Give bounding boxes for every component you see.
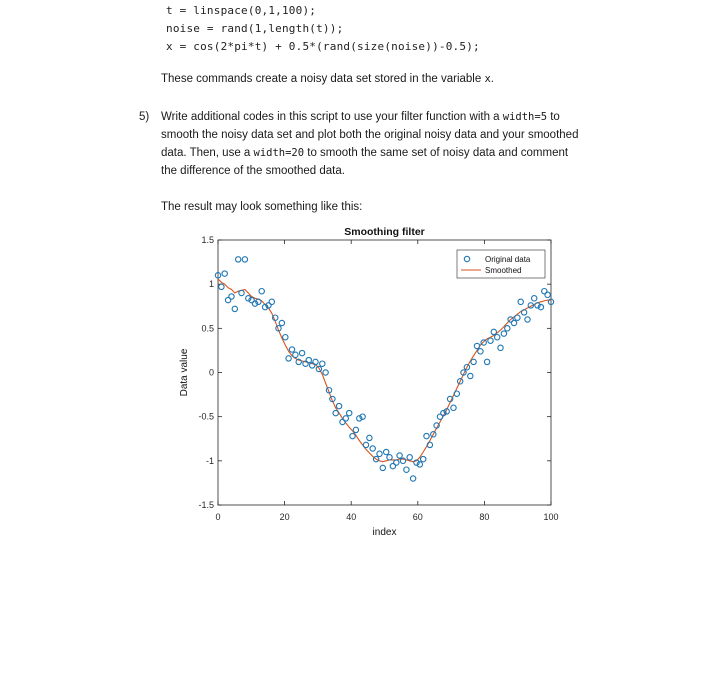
x-tick-label: 20: [279, 512, 290, 522]
chart-title: Smoothing filter: [344, 226, 425, 238]
description-var: x: [484, 73, 491, 85]
question-l3-b: to smooth the same set of noisy data and comment: [304, 147, 569, 159]
question-l1-b: to: [547, 111, 560, 123]
question-line-4: the difference of the smoothed data.: [161, 165, 345, 177]
y-tick-label: -1: [205, 455, 214, 466]
x-tick-label: 0: [215, 512, 221, 522]
legend-label-original: Original data: [485, 255, 531, 264]
x-tick-label: 60: [412, 512, 423, 522]
question-l1-a: Write additional codes in this script to use your filter function with a: [161, 111, 503, 123]
y-axis-label: Data value: [179, 348, 190, 397]
x-tick-label: 100: [543, 512, 559, 522]
y-tick-label: 1.5: [201, 235, 214, 245]
question-line-2: smooth the noisy data set and plot both the original noisy data and your smoothed: [161, 129, 579, 141]
y-tick-label: 1: [208, 279, 214, 290]
y-tick-label: -0.5: [198, 411, 214, 422]
question-number: 5): [139, 111, 150, 123]
question-l3-code: width=20: [253, 147, 305, 159]
x-tick-label: 40: [346, 512, 357, 522]
description-prefix: These commands create a noisy data set stored in the variable: [161, 73, 485, 85]
result-text: The result may look something like this:: [161, 201, 363, 213]
legend-label-smoothed: Smoothed: [485, 266, 522, 275]
code-line-3: x = cos(2*pi*t) + 0.5*(rand(size(noise))-0.5);: [166, 40, 480, 53]
y-tick-label: -1.5: [198, 500, 214, 510]
description-suffix: .: [490, 73, 494, 85]
x-axis-label: index: [372, 527, 397, 538]
question-l1-code: width=5: [502, 111, 548, 123]
x-tick-label: 80: [479, 512, 490, 522]
question-l3-a: data. Then, use a: [161, 147, 254, 159]
code-line-1: t = linspace(0,1,100);: [166, 4, 317, 17]
y-tick-label: 0: [208, 367, 214, 378]
y-tick-label: 0.5: [201, 323, 214, 334]
code-line-2: noise = rand(1,length(t));: [166, 22, 344, 35]
